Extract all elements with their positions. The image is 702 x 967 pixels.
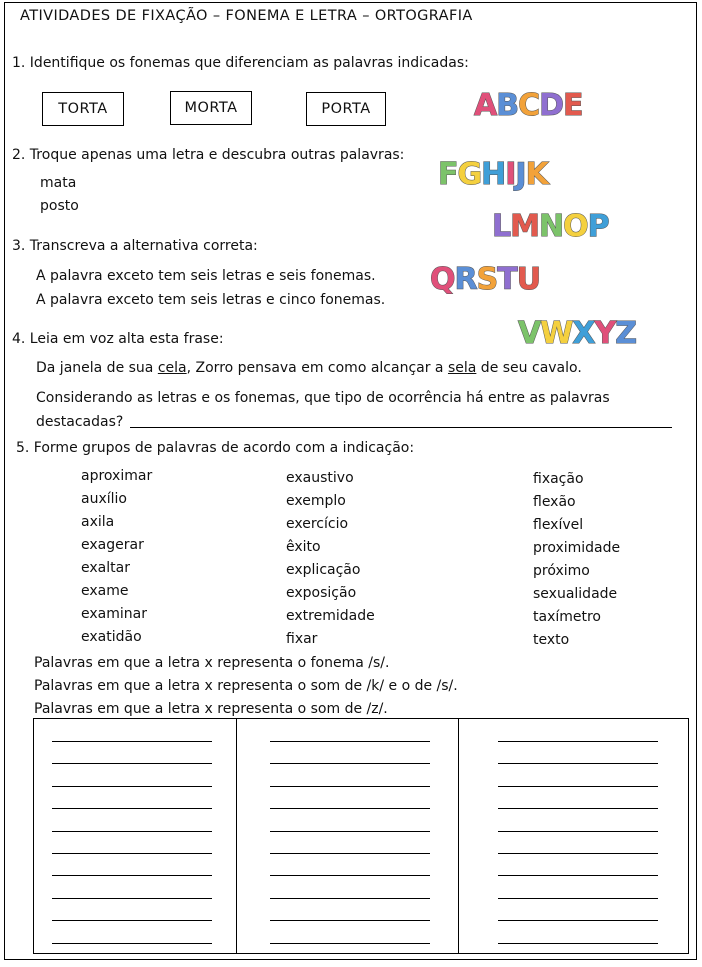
alphabet-letter: D <box>539 88 564 123</box>
blank-answer-line <box>52 875 212 876</box>
word-col3-item: proximidade <box>533 540 621 556</box>
blank-answer-line <box>52 808 212 809</box>
alphabet-letter: H <box>481 157 506 192</box>
blank-answer-line <box>52 763 212 764</box>
alphabet-letter: Q <box>430 262 455 297</box>
word-box-torta: TORTA <box>42 92 124 126</box>
blank-answer-line <box>498 853 658 854</box>
question-4-prompt-line-1: Considerando as letras e os fonemas, que tipo de ocorrência há entre as palavras <box>36 390 610 406</box>
word-col1-item: exaltar <box>81 560 130 576</box>
question-3: 3. Transcreva a alternativa correta: <box>12 238 258 254</box>
underlined-word-sela: sela <box>447 360 477 376</box>
alphabet-letter: P <box>587 209 609 244</box>
alphabet-letter: X <box>572 316 595 351</box>
word-col1-item: aproximar <box>81 468 153 484</box>
blank-answer-line <box>498 875 658 876</box>
alphabet-letter: G <box>457 157 482 192</box>
question-2: 2. Troque apenas uma letra e descubra outras palavras: <box>12 147 405 163</box>
word-col2-item: exaustivo <box>286 470 354 486</box>
blank-answer-line <box>498 786 658 787</box>
alphabet-letter: A <box>474 88 497 123</box>
blank-answer-line <box>52 786 212 787</box>
word-col3-item: flexão <box>533 494 576 510</box>
blank-answer-line <box>270 853 430 854</box>
answer-grid <box>33 718 689 954</box>
word-col3-item: flexível <box>533 517 584 533</box>
alphabet-letter: M <box>510 209 539 244</box>
alphabet-letter: L <box>492 209 511 244</box>
alternative-2: A palavra exceto tem seis letras e cinco fonemas. <box>36 292 386 308</box>
word-col2-item: explicação <box>286 562 361 578</box>
alphabet-letter: J <box>515 157 526 192</box>
blank-answer-line <box>52 943 212 944</box>
blank-answer-line <box>270 920 430 921</box>
blank-answer-line <box>498 898 658 899</box>
blank-answer-line <box>52 831 212 832</box>
alphabet-letter: Y <box>594 316 616 351</box>
word-col3-item: próximo <box>533 563 590 579</box>
word-mata: mata <box>40 175 77 191</box>
indication-3: Palavras em que a letra x representa o som de /z/. <box>34 701 388 717</box>
word-col1-item: auxílio <box>81 491 127 507</box>
blank-answer-line <box>498 741 658 742</box>
indication-2: Palavras em que a letra x representa o som de /k/ e o de /s/. <box>34 678 458 694</box>
alphabet-letter: K <box>525 157 548 192</box>
word-col3-item: taxímetro <box>533 609 601 625</box>
question-4: 4. Leia em voz alta esta frase: <box>12 331 224 347</box>
alphabet-letter: T <box>497 262 517 297</box>
blank-answer-line <box>52 741 212 742</box>
alphabet-row-3 <box>492 211 609 243</box>
blank-answer-line <box>270 786 430 787</box>
blank-answer-line <box>498 763 658 764</box>
blank-answer-line <box>52 853 212 854</box>
alphabet-letter: I <box>505 157 516 192</box>
word-box-morta: MORTA <box>170 91 252 125</box>
word-col1-item: axila <box>81 514 115 530</box>
alphabet-letter: E <box>563 88 583 123</box>
alphabet-row-4 <box>430 264 540 296</box>
word-col2-item: êxito <box>286 539 321 555</box>
blank-answer-line <box>270 763 430 764</box>
alternative-1: A palavra exceto tem seis letras e seis fonemas. <box>36 268 376 284</box>
grid-divider-1 <box>236 719 237 953</box>
blank-answer-line <box>498 920 658 921</box>
blank-answer-line <box>270 943 430 944</box>
alphabet-letter: C <box>518 88 540 123</box>
word-col3-item: sexualidade <box>533 586 618 602</box>
word-col3-item: texto <box>533 632 570 648</box>
blank-answer-line <box>270 741 430 742</box>
word-col2-item: extremidade <box>286 608 375 624</box>
alphabet-letter: Z <box>615 316 636 351</box>
blank-answer-line <box>270 831 430 832</box>
alphabet-letter: U <box>516 262 541 297</box>
alphabet-letter: O <box>563 209 588 244</box>
blank-answer-line <box>498 943 658 944</box>
sentence <box>36 359 582 377</box>
word-box-porta: PORTA <box>306 92 386 126</box>
word-col1-item: exame <box>81 583 129 599</box>
blank-answer-line <box>52 898 212 899</box>
word-col2-item: exposição <box>286 585 357 601</box>
page-title: ATIVIDADES DE FIXAÇÃO – FONEMA E LETRA – ORTOGRAFIA <box>20 8 473 24</box>
sentence-start: Da janela de sua <box>36 360 158 376</box>
blank-answer-line <box>270 875 430 876</box>
question-4-prompt-line-2: destacadas? <box>36 414 124 430</box>
blank-answer-line <box>270 898 430 899</box>
question-5: 5. Forme grupos de palavras de acordo com a indicação: <box>16 440 415 456</box>
blank-answer-line <box>498 831 658 832</box>
word-col1-item: exatidão <box>81 629 142 645</box>
word-posto: posto <box>40 198 79 214</box>
alphabet-row-5 <box>518 318 636 350</box>
grid-divider-2 <box>458 719 459 953</box>
word-col2-item: exemplo <box>286 493 346 509</box>
word-col3-item: fixação <box>533 471 584 487</box>
underlined-word-cela: cela <box>157 360 187 376</box>
sentence-middle: , Zorro pensava em como alcançar a <box>186 360 448 376</box>
word-col2-item: exercício <box>286 516 349 532</box>
blank-answer-line <box>270 808 430 809</box>
alphabet-letter: R <box>454 262 477 297</box>
blank-answer-line <box>52 920 212 921</box>
alphabet-letter: S <box>476 262 498 297</box>
blank-answer-line <box>498 808 658 809</box>
alphabet-letter: B <box>496 88 519 123</box>
alphabet-letter: N <box>538 209 564 244</box>
word-col2-item: fixar <box>286 631 318 647</box>
alphabet-letter: V <box>518 316 541 351</box>
question-1: 1. Identifique os fonemas que diferenciam as palavras indicadas: <box>12 55 469 71</box>
answer-line <box>130 427 672 428</box>
alphabet-row-1 <box>474 90 583 122</box>
sentence-end: de seu cavalo. <box>476 360 582 376</box>
alphabet-letter: F <box>438 157 458 192</box>
word-col1-item: examinar <box>81 606 147 622</box>
alphabet-row-2 <box>438 159 548 191</box>
alphabet-letter: W <box>540 316 573 351</box>
indication-1: Palavras em que a letra x representa o fonema /s/. <box>34 655 390 671</box>
word-col1-item: exagerar <box>81 537 144 553</box>
